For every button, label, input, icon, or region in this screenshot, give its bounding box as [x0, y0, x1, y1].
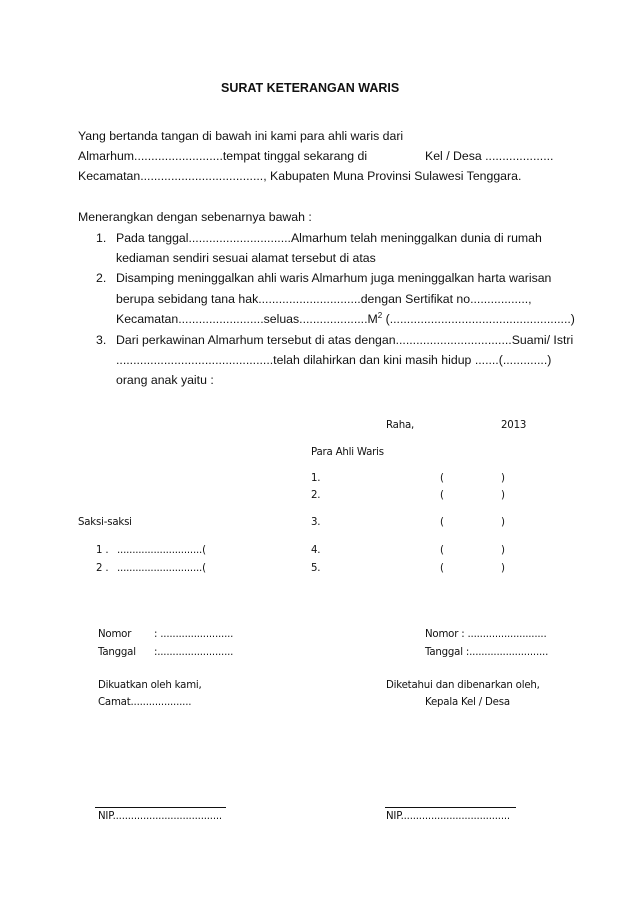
year-label: 2013: [501, 420, 527, 431]
item-2-line-3-a: Kecamatan.........................seluas....................M: [116, 312, 378, 326]
heir-number: 2.: [311, 490, 321, 501]
witness-number: 1 .: [96, 545, 109, 556]
left-tanggal-value: :.........................: [154, 647, 234, 658]
left-tanggal-label: Tanggal: [98, 647, 136, 658]
item-number: 3.: [96, 333, 107, 347]
right-nip: NIP....................................: [386, 811, 510, 822]
right-nomor: Nomor : ..........................: [425, 629, 547, 640]
left-nomor-value: : ........................: [154, 629, 234, 640]
heir-open-paren: (: [440, 545, 444, 556]
intro-line-1: Yang bertanda tangan di bawah ini kami para ahli waris dari: [78, 129, 404, 143]
heir-number: 4.: [311, 545, 321, 556]
heir-close-paren: ): [501, 490, 505, 501]
item-2-line-3-b: (.....................................................): [382, 312, 575, 326]
item-3-line-1: Dari perkawinan Almarhum tersebut di atas dengan..................................Suami/ Istri: [116, 333, 574, 347]
item-3-line-2: ..............................................telah dilahirkan dan kini masih hidup .......(.............): [116, 353, 552, 367]
right-tanggal: Tanggal :..........................: [425, 647, 549, 658]
heir-close-paren: ): [501, 517, 505, 528]
left-signature-line: [95, 807, 226, 808]
item-number: 1.: [96, 231, 107, 245]
intro-line-3: Kecamatan...................................., Kabupaten Muna Provinsi Sulawesi Tenggara.: [78, 169, 522, 183]
heir-close-paren: ): [501, 545, 505, 556]
witness-entry: ............................(: [117, 545, 206, 556]
item-2-line-2: berupa sebidang tana hak..............................dengan Sertifikat no.................,: [116, 292, 532, 306]
heir-open-paren: (: [440, 490, 444, 501]
document-title: SURAT KETERANGAN WARIS: [221, 81, 400, 95]
menerangkan-text: Menerangkan dengan sebenarnya bawah :: [78, 210, 312, 224]
right-signature-line: [385, 807, 516, 808]
kepala-desa-text: Kepala Kel / Desa: [425, 697, 510, 708]
heirs-header: Para Ahli Waris: [311, 447, 384, 458]
diketahui-text: Diketahui dan dibenarkan oleh,: [386, 680, 540, 691]
heir-number: 1.: [311, 473, 321, 484]
left-nip: NIP....................................: [98, 811, 222, 822]
heir-open-paren: (: [440, 517, 444, 528]
item-1-line-1: Pada tanggal..............................Almarhum telah meninggalkan dunia di rumah: [116, 231, 542, 245]
heir-number: 5.: [311, 563, 321, 574]
item-1-line-2: kediaman sendiri sesuai alamat tersebut di atas: [116, 251, 376, 265]
witness-number: 2 .: [96, 563, 109, 574]
witnesses-label: Saksi-saksi: [78, 517, 132, 528]
intro-line-2-left: Almarhum..........................tempat tinggal sekarang di: [78, 149, 368, 163]
dikuatkan-text: Dikuatkan oleh kami,: [98, 680, 202, 691]
heir-number: 3.: [311, 517, 321, 528]
camat-text: Camat....................: [98, 697, 192, 708]
heir-close-paren: ): [501, 473, 505, 484]
item-3-line-3: orang anak yaitu :: [116, 373, 214, 387]
intro-line-2-right: Kel / Desa ....................: [425, 149, 554, 163]
left-nomor-label: Nomor: [98, 629, 132, 640]
item-2-line-1: Disamping meninggalkan ahli waris Almarhum juga meninggalkan harta warisan: [116, 271, 552, 285]
witness-entry: ............................(: [117, 563, 206, 574]
superscript-2: 2: [377, 310, 383, 320]
heir-open-paren: (: [440, 473, 444, 484]
place-label: Raha,: [386, 420, 415, 431]
heir-close-paren: ): [501, 563, 505, 574]
item-2-line-3: [116, 312, 575, 326]
item-number: 2.: [96, 271, 107, 285]
heir-open-paren: (: [440, 563, 444, 574]
